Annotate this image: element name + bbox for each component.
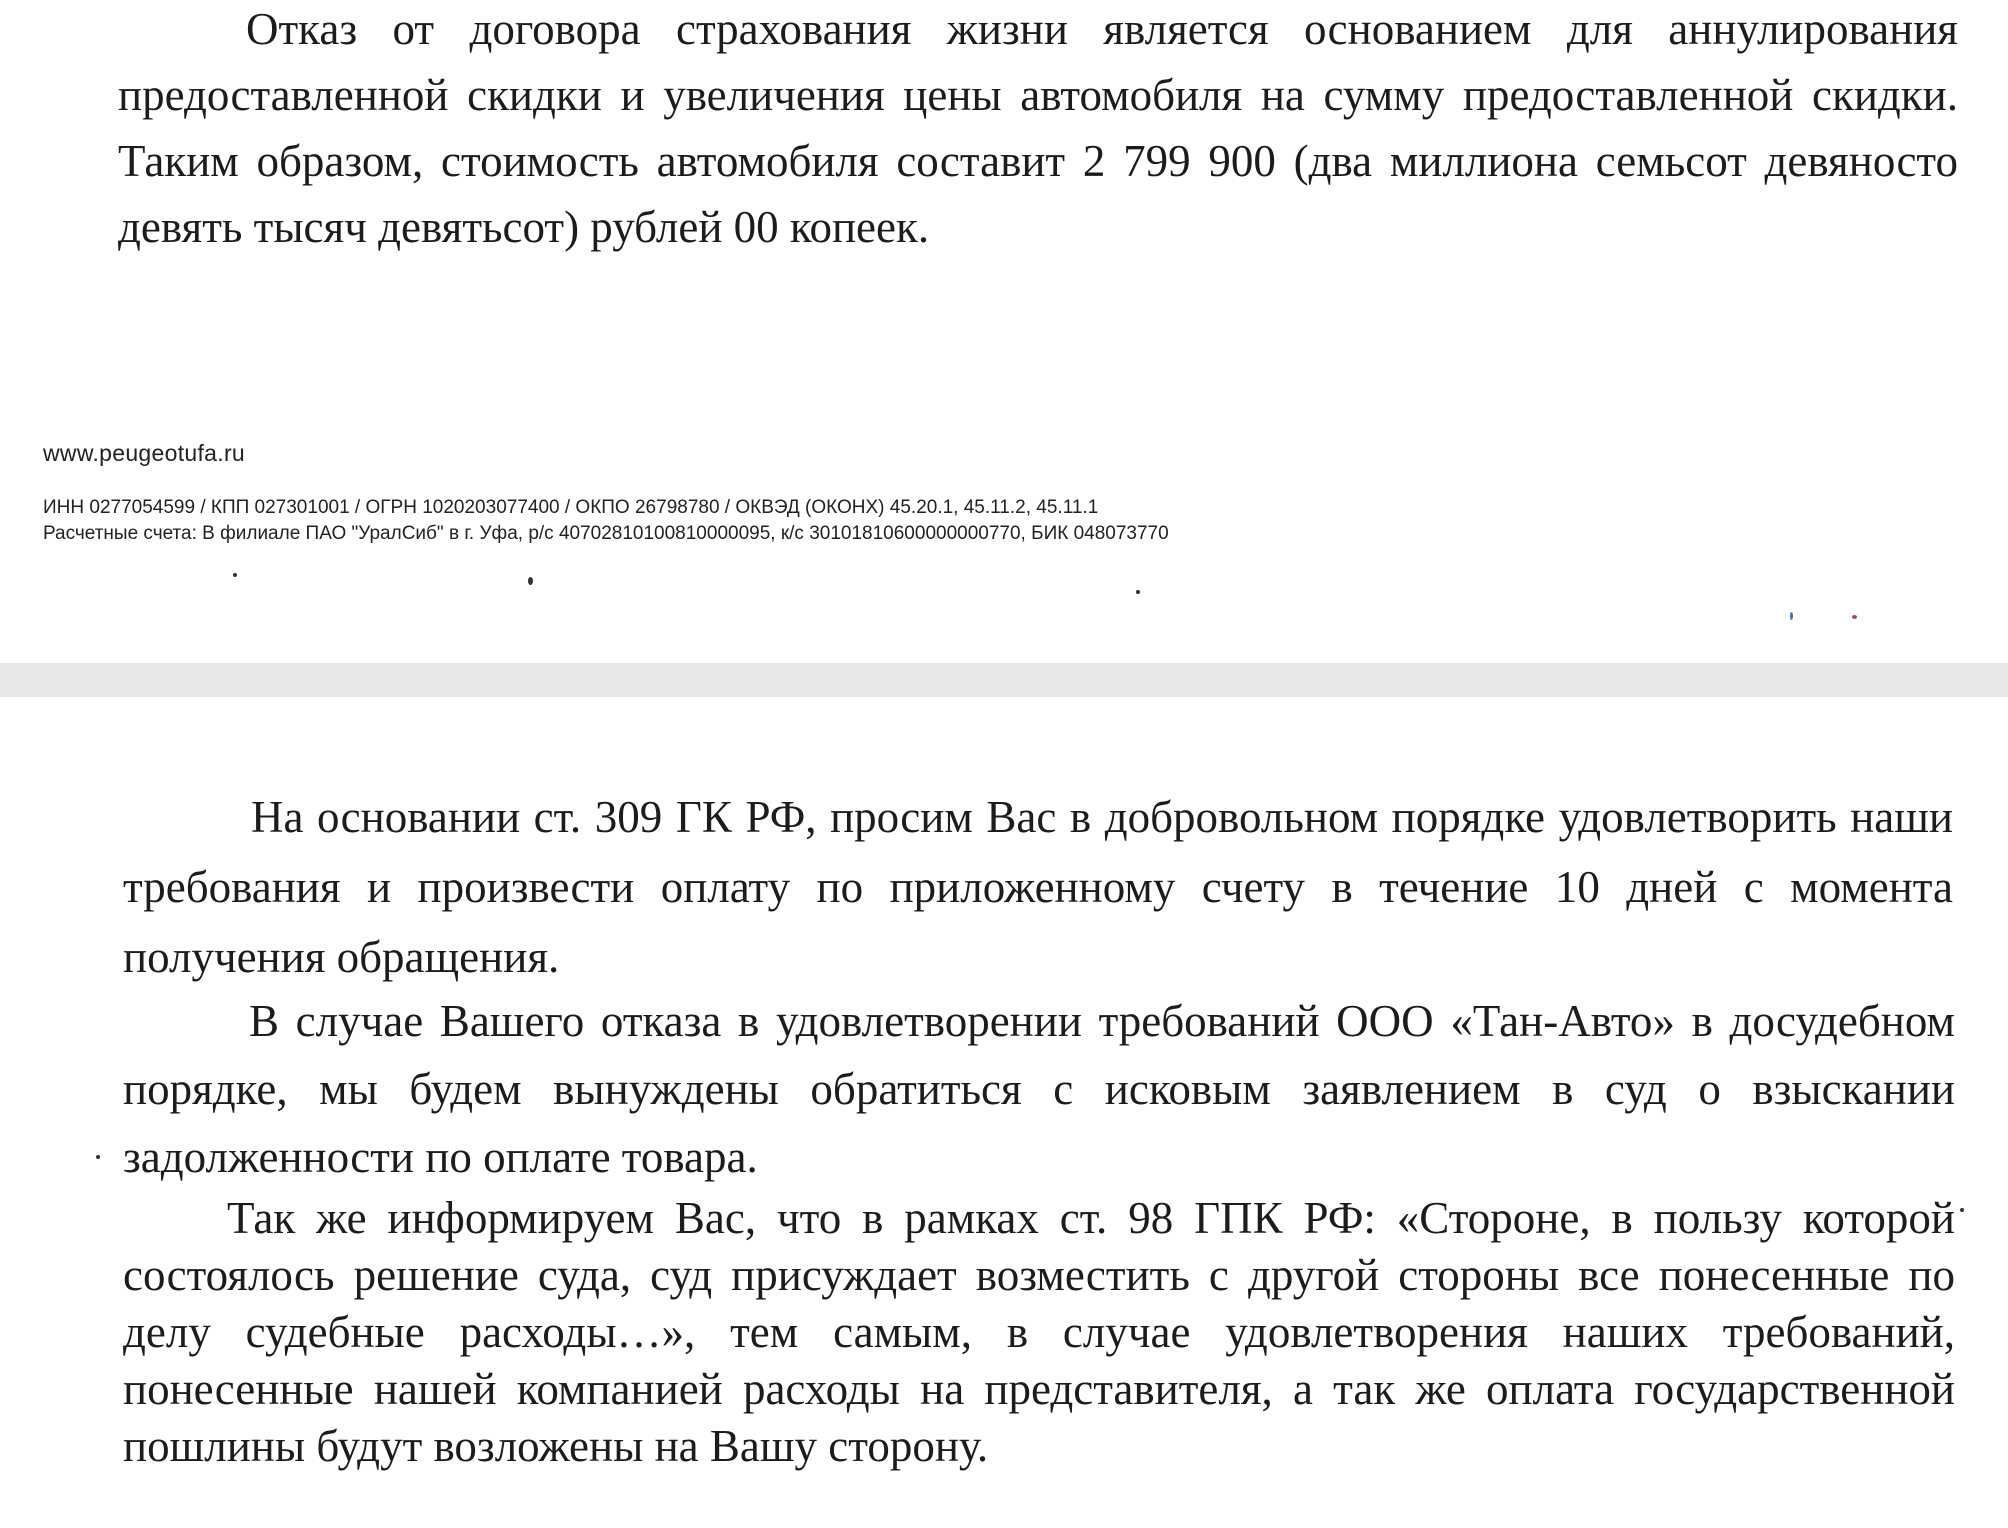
payment-request-paragraph: На основании ст. 309 ГК РФ, просим Вас в добровольном порядке удовлетворить наши требования и произвести оплату по приложенному счету в течение 10 дней с момента получения обращения. — [123, 792, 1953, 982]
requisites-line-1: ИНН 0277054599 / КПП 027301001 / ОГРН 1020203077400 / ОКПО 26798780 / ОКВЭД (ОКОНХ) 45.20.1, 45.11.2, 45.11.1 — [43, 497, 1099, 518]
legal-costs-paragraph: Так же информируем Вас, что в рамках ст. 98 ГПК РФ: «Стороне, в пользу которой состоялось решение суда, суд присуждает возместить с другой стороны все понесенные по делу судебные расходы…», тем самым, в случае удовлетворения наших требований, понесенные нашей компанией расходы на представителя, а так же оплата государственной пошлины будут возложены на Вашу сторону. — [123, 1193, 1955, 1471]
page-top — [0, 0, 2008, 663]
discount-cancellation-paragraph: Отказ от договора страхования жизни является основанием для аннулирования предоставленной скидки и увеличения цены автомобиля на сумму предоставленной скидки. Таким образом, стоимость автомобиля составит 2 799 900 (два миллиона семьсот девяносто девять тысяч девятьсот) рублей 00 копеек. — [118, 4, 1958, 252]
scan-speck-mark — [96, 1155, 100, 1159]
footer-requisites — [43, 495, 1443, 547]
footer-website: www.peugeotufa.ru — [43, 440, 246, 466]
page-separator — [0, 663, 2008, 697]
court-warning-paragraph: В случае Вашего отказа в удовлетворении требований ООО «Тан-Авто» в досудебном порядке, мы будем вынуждены обратиться с исковым заявлением в суд о взыскании задолженности по оплате товара. — [123, 996, 1955, 1182]
scan-speck-mark — [1960, 1208, 1964, 1212]
scan-speck-mark — [1790, 612, 1793, 620]
scan-speck-mark — [528, 577, 533, 585]
requisites-line-2: Расчетные счета: В филиале ПАО "УралСиб" в г. Уфа, р/с 40702810100810000095, к/с 30101810600000000770, БИК 048073770 — [43, 523, 1169, 544]
scan-speck-mark — [1136, 590, 1140, 594]
scan-speck-mark — [1852, 615, 1857, 619]
scan-speck-mark — [233, 573, 237, 577]
